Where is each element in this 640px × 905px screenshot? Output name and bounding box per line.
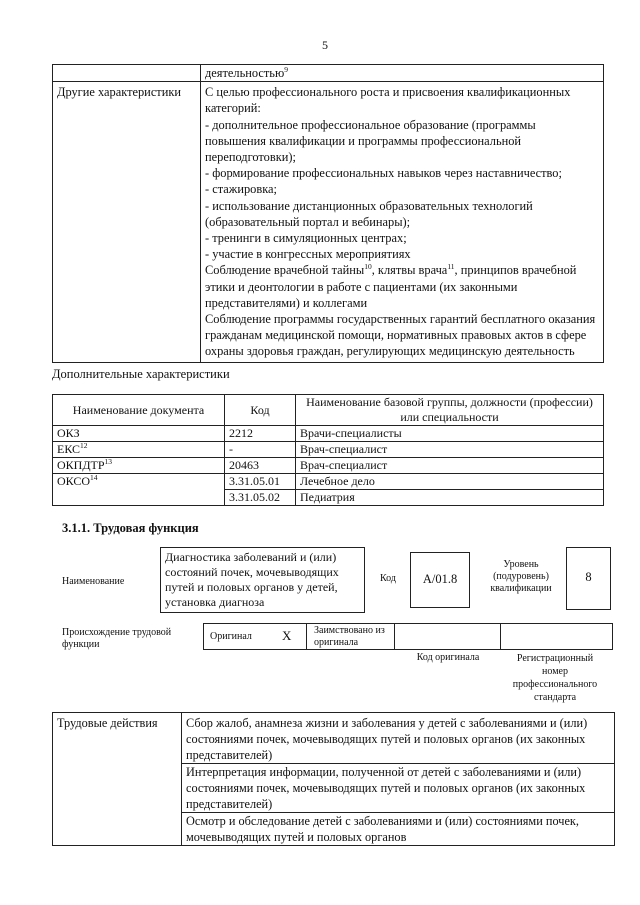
list-item: - формирование профессиональных навыков через наставничество;: [205, 166, 562, 181]
code-cell: -: [225, 442, 296, 458]
origin-label: Происхождение трудовой функции: [62, 627, 172, 650]
table-row: [53, 442, 604, 458]
reg-number-label: Регистрационный номер профессионального стандарта: [512, 653, 598, 703]
table-row: [53, 458, 604, 474]
continued-text: деятельностью: [205, 66, 285, 80]
action-item: Сбор жалоб, анамнеза жизни и заболевания у детей с заболеваниями и (или) состояниями почек, мочевыводящих путей и половых органов (их законных представителей): [182, 713, 615, 764]
name-cell: Врач-специалист: [296, 442, 604, 458]
name-cell: Врач-специалист: [296, 458, 604, 474]
level-label: Уровень (подуровень) квалификации: [490, 559, 552, 594]
original-cell: [203, 623, 307, 650]
doc-name: ОКЗ: [57, 426, 80, 440]
list-item: - стажировка;: [205, 182, 277, 197]
page-number: 5: [322, 38, 328, 52]
list-item: - дополнительное профессиональное образование (программы повышения квалификации и программы профессиональной переподготовки);: [205, 117, 536, 165]
secrecy-paragraph: [205, 262, 599, 311]
list-item: - участие в конгрессных мероприятиях: [205, 247, 411, 262]
action-item: Интерпретация информации, полученной от детей с заболеваниями и (или) состояниями почек, мочевыводящих путей и половых органов (их законных представителей): [182, 764, 615, 813]
footnote-ref: 14: [90, 473, 98, 482]
labor-actions-table: [52, 712, 615, 846]
table-row: [53, 65, 604, 82]
level-box: 8: [566, 547, 611, 610]
list-item: - использование дистанционных образовательных технологий (образовательный портал и вебинары);: [205, 198, 533, 229]
name-label: Наименование: [62, 576, 125, 587]
name-cell: Педиатрия: [296, 490, 604, 506]
empty-cell: [53, 65, 201, 82]
action-item: Осмотр и обследование детей с заболеваниями и (или) состояниями почек, мочевыводящих путей и половых органов: [182, 813, 615, 846]
actions-label: Трудовые действия: [53, 713, 182, 846]
continued-cell: [201, 65, 604, 82]
function-heading: 3.1.1. Трудовая функция: [62, 521, 199, 535]
doc-name: ОКСО: [57, 474, 91, 488]
original-mark: X: [282, 628, 292, 643]
doc-cell: [53, 458, 225, 474]
program-paragraph: Соблюдение программы государственных гарантий бесплатного оказания гражданам медицинской помощи, нормативных правовых актов в сфере охраны здоровья граждан, регулирующих медицинскую деятельность: [205, 312, 596, 359]
table-header-row: [53, 395, 604, 426]
doc-name: ОКПДТР: [57, 458, 105, 472]
table-row: [53, 82, 604, 362]
header-name: Наименование базовой группы, должности (профессии) или специальности: [296, 395, 604, 426]
function-name-box: Диагностика заболеваний и (или) состояний почек, мочевыводящих путей и половых органов у детей, установка диагноза: [160, 547, 365, 613]
additional-characteristics-table: [52, 394, 604, 506]
footnote-ref: 11: [447, 262, 455, 272]
table-row: [53, 474, 604, 490]
header-code: Код: [225, 395, 296, 426]
doc-cell: [53, 442, 225, 458]
other-characteristics-table: [52, 64, 604, 363]
list-item: С целью профессионального роста и присвоения квалификационных категорий:: [205, 85, 571, 116]
code-label: Код: [380, 573, 396, 584]
name-cell: Врачи-специалисты: [296, 426, 604, 442]
code-original-box: [394, 623, 501, 650]
secrecy-text: , клятвы врача: [371, 263, 448, 278]
original-label: Оригинал: [210, 631, 252, 642]
characteristics-cell: [201, 82, 604, 362]
header-doc: Наименование документа: [53, 395, 225, 426]
footnote-ref: 10: [364, 262, 372, 272]
footnote-ref: 13: [104, 457, 113, 466]
reg-number-box: [500, 623, 613, 650]
section-heading: Дополнительные характеристики: [52, 367, 230, 381]
name-cell: Лечебное дело: [296, 474, 604, 490]
doc-cell: [53, 426, 225, 442]
secrecy-text: , принципов врачебной этики и деонтологии в работе с пациентами (их законными представителями) и коллегами: [205, 263, 577, 310]
doc-cell: [53, 474, 225, 506]
borrowed-cell: Заимствовано из оригинала: [306, 623, 395, 650]
code-original-label: Код оригинала: [416, 652, 480, 663]
function-code-box: A/01.8: [410, 552, 470, 608]
code-cell: 2212: [225, 426, 296, 442]
list-item: - тренинги в симуляционных центрах;: [205, 231, 407, 246]
code-cell: 20463: [225, 458, 296, 474]
secrecy-text: Соблюдение врачебной тайны: [205, 263, 365, 278]
table-row: [53, 426, 604, 442]
footnote-ref: 12: [80, 441, 88, 450]
footnote-ref: 9: [284, 64, 288, 74]
doc-name: ЕКС: [57, 442, 81, 456]
table-row: [53, 713, 615, 764]
code-cell: 3.31.05.01: [225, 474, 296, 490]
row-label: Другие характеристики: [53, 82, 201, 362]
code-cell: 3.31.05.02: [225, 490, 296, 506]
